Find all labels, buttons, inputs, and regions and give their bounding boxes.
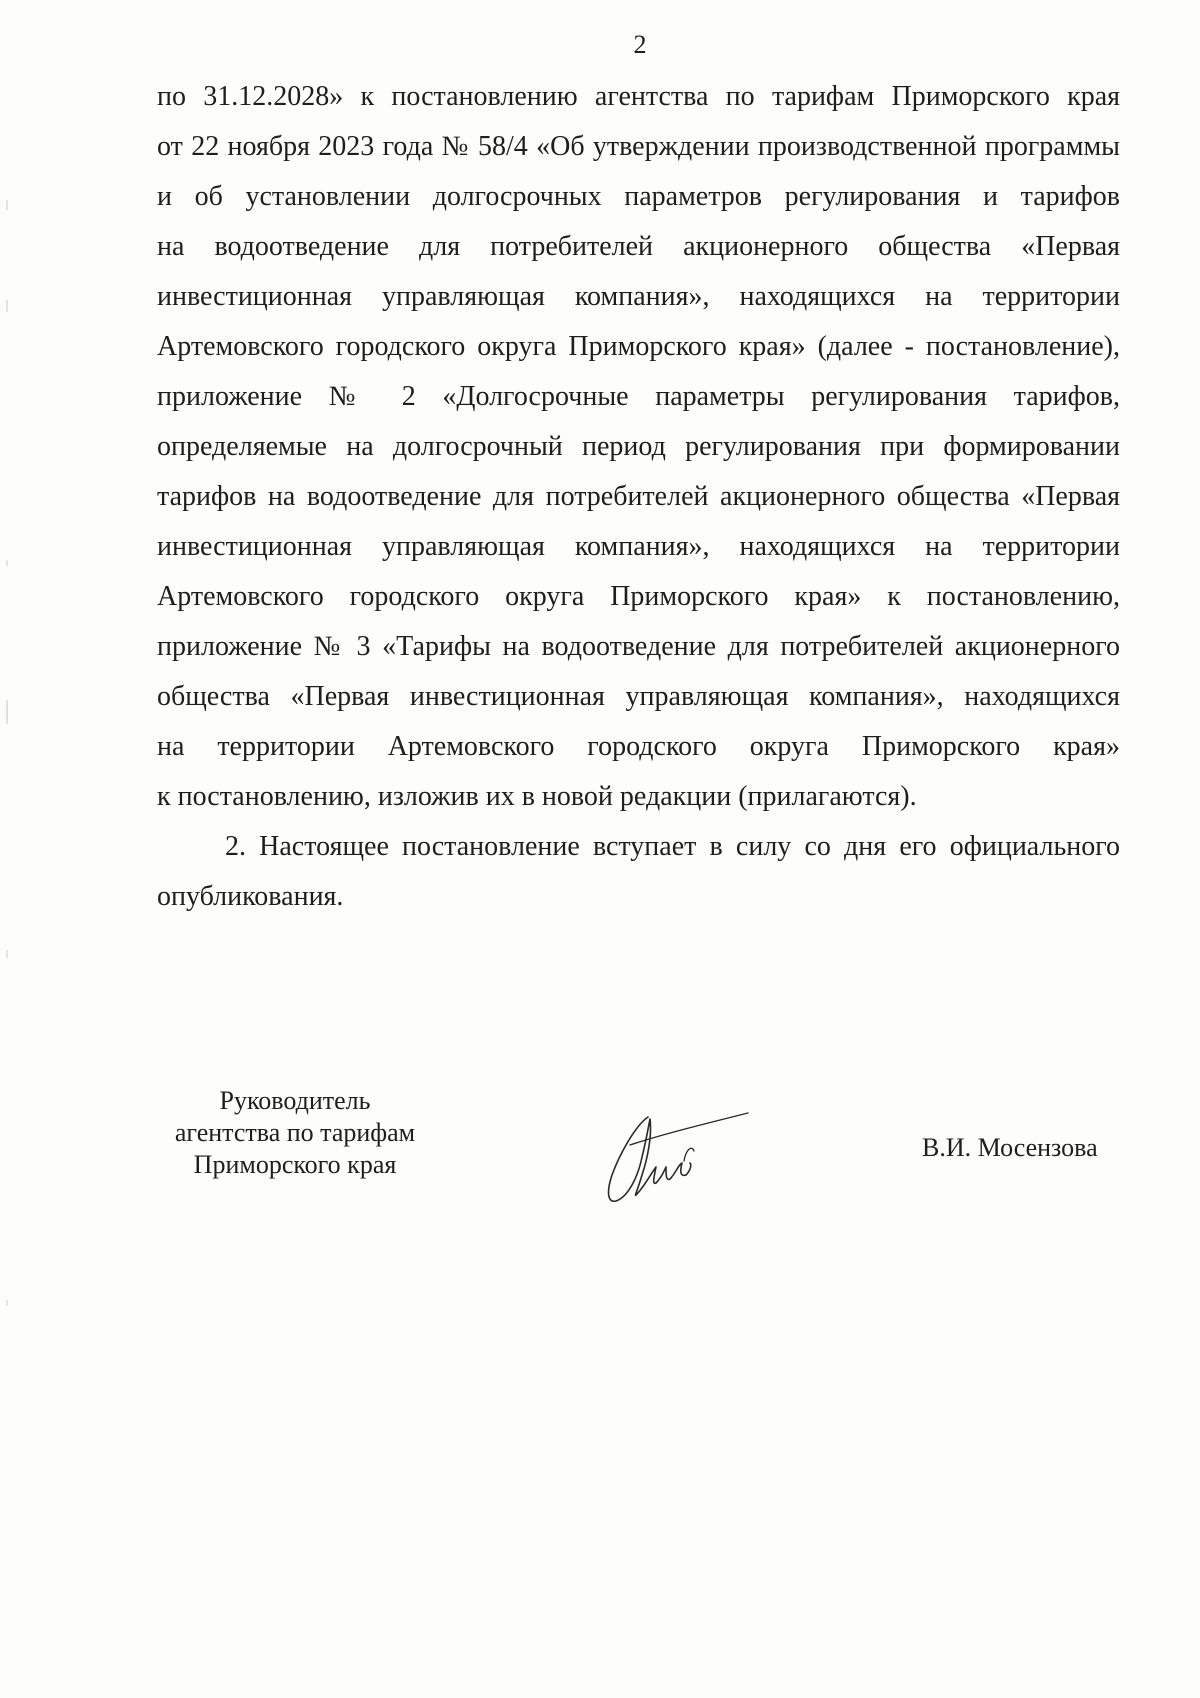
text-line: инвестиционная управляющая компания», находящихся на территории	[157, 281, 1120, 312]
paragraph-2-line: опубликования.	[157, 881, 344, 912]
text-line: приложение № 2 «Долгосрочные параметры регулирования тарифов,	[157, 381, 1120, 412]
signatory-title	[145, 1085, 445, 1181]
text-line: и об установлении долгосрочных параметров регулирования и тарифов	[157, 181, 1120, 212]
scan-edge-marks	[2, 0, 12, 1698]
text-line: тарифов на водоотведение для потребителей акционерного общества «Первая	[157, 481, 1120, 512]
page-number: 2	[633, 30, 647, 59]
text-line: по 31.12.2028» к постановлению агентства по тарифам Приморского края	[157, 81, 1120, 112]
text-line: на водоотведение для потребителей акционерного общества «Первая	[157, 231, 1120, 262]
text-line: на территории Артемовского городского округа Приморского края»	[157, 731, 1120, 762]
signatory-name: В.И. Мосензова	[922, 1133, 1098, 1162]
paragraph-2-line: 2. Настоящее постановление вступает в силу со дня его официального	[225, 831, 1120, 862]
text-line: приложение № 3 «Тарифы на водоотведение для потребителей акционерного	[157, 631, 1120, 662]
paragraph-1	[157, 72, 1120, 922]
signatory-title-line: Приморского края	[193, 1150, 397, 1179]
signatory-title-line: Руководитель	[219, 1086, 371, 1115]
text-line: определяемые на долгосрочный период регулирования при формировании	[157, 431, 1120, 462]
text-line: инвестиционная управляющая компания», находящихся на территории	[157, 531, 1120, 562]
handwritten-signature	[590, 1105, 760, 1215]
text-line: к постановлению, изложив их в новой редакции (прилагаются).	[157, 781, 917, 812]
text-line: Артемовского городского округа Приморского края» к постановлению,	[157, 581, 1120, 612]
text-line: Артемовского городского округа Приморского края» (далее - постановление),	[157, 331, 1120, 362]
signatory-title-line: агентства по тарифам	[174, 1118, 416, 1147]
text-line: общества «Первая инвестиционная управляющая компания», находящихся	[157, 681, 1120, 712]
text-line: от 22 ноября 2023 года № 58/4 «Об утверждении производственной программы	[157, 131, 1120, 162]
